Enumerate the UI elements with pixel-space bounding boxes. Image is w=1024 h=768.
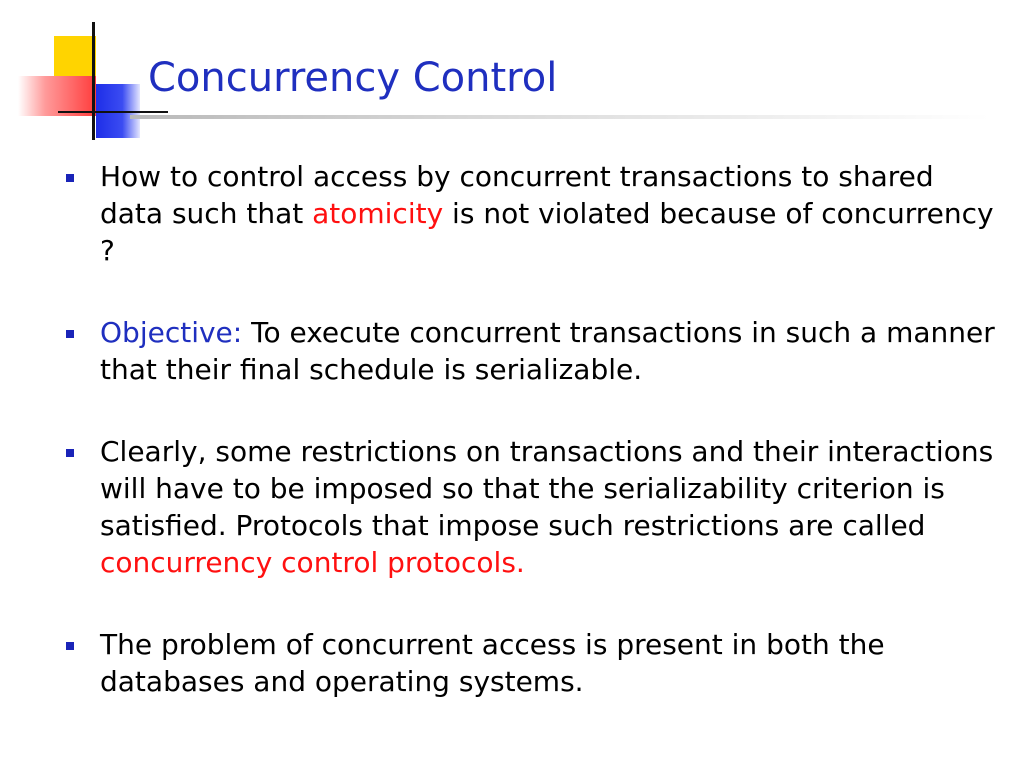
square-bullet-icon	[66, 449, 74, 457]
bullet-item	[64, 158, 1004, 269]
bullet-item	[64, 626, 1004, 700]
logo-red-square	[18, 76, 96, 116]
objective-label: Objective:	[100, 316, 243, 349]
bullet-item	[64, 314, 1004, 388]
bullet-text: The problem of concurrent access is present in both the databases and operating systems.	[100, 628, 885, 698]
bullet-text: How to control access by concurrent transactions to shared data such that	[100, 160, 934, 230]
highlight-atomicity: atomicity	[312, 197, 444, 230]
square-bullet-icon	[66, 642, 74, 650]
bullet-text: To execute concurrent transactions in such a manner that their final schedule is serializable.	[100, 316, 995, 386]
bullet-text: Clearly, some restrictions on transactions and their interactions will have to be imposed so that the serializability criterion is satisfied. Protocols that impose such restrictions are called	[100, 435, 994, 542]
title-divider	[130, 115, 990, 119]
square-bullet-icon	[66, 330, 74, 338]
square-bullet-icon	[66, 174, 74, 182]
bullet-list	[64, 158, 1004, 700]
bullet-text: is not violated because of concurrency ?	[100, 197, 994, 267]
logo-vertical-line	[92, 22, 95, 140]
logo-horizontal-line	[58, 111, 168, 113]
square-logo-icon	[0, 0, 160, 160]
highlight-protocols: concurrency control protocols.	[100, 546, 525, 579]
slide-title: Concurrency Control	[148, 55, 558, 101]
bullet-item	[64, 433, 1004, 581]
